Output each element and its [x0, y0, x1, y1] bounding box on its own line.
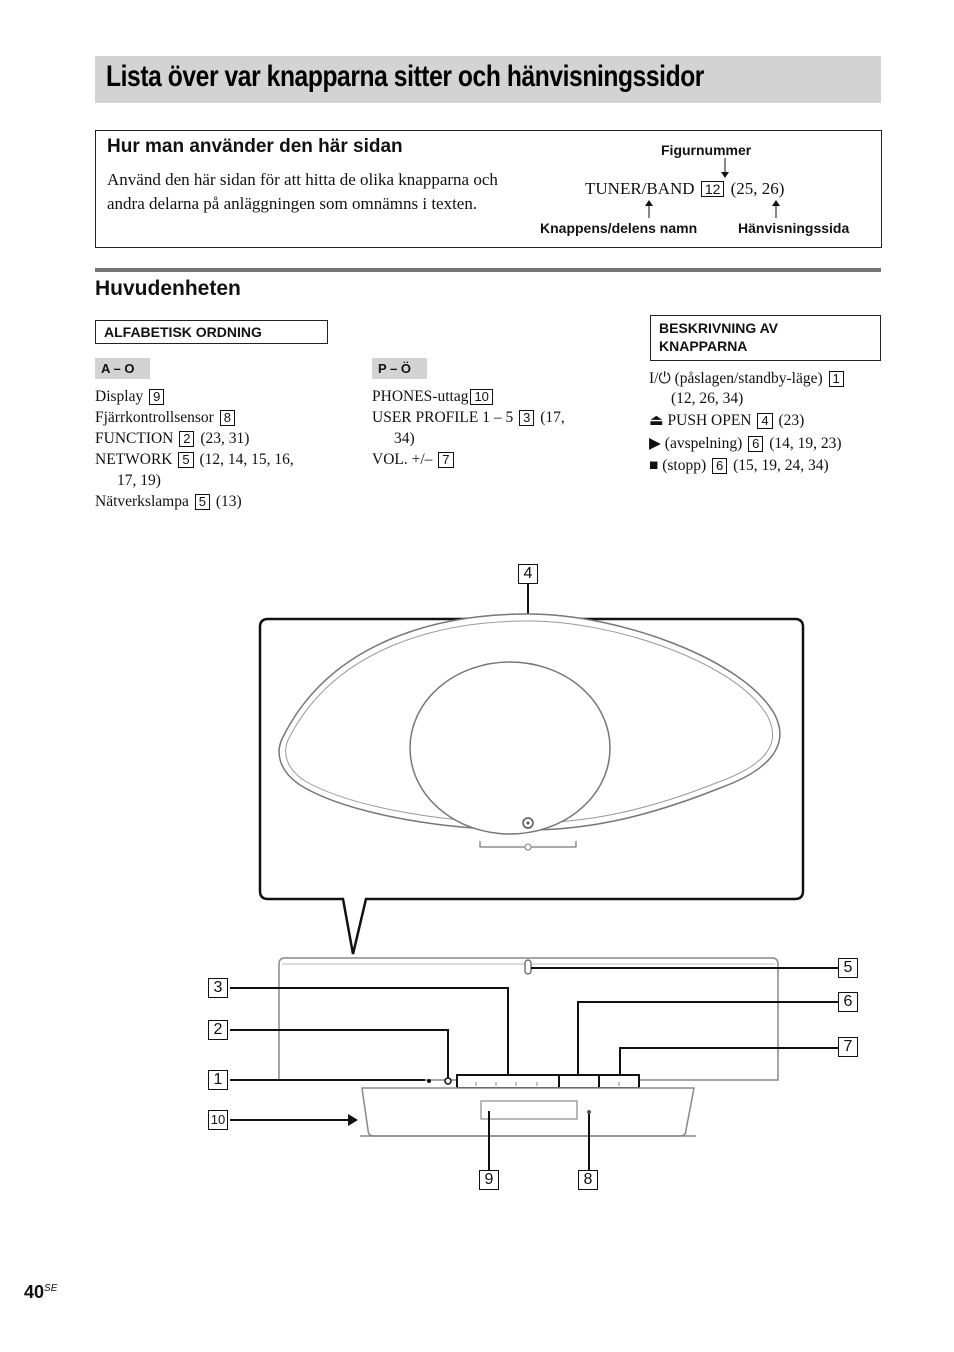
list-item: ■ (stopp) 6 (15, 19, 24, 34): [649, 457, 829, 474]
list-item-cont: (12, 26, 34): [671, 389, 744, 407]
callout-6: 6: [838, 992, 858, 1012]
desc-label-line2: KNAPPARNA: [659, 338, 748, 354]
tag-p-o: P – Ö: [372, 358, 427, 379]
list-item: Nätverkslampa 5 (13): [95, 493, 242, 510]
list-item: NETWORK 5 (12, 14, 15, 16,: [95, 451, 294, 468]
example-num: 12: [701, 181, 725, 197]
name-label: Knappens/delens namn: [540, 220, 698, 236]
list-item: FUNCTION 2 (23, 31): [95, 430, 250, 447]
col-a-list: [95, 386, 335, 512]
list-item: USER PROFILE 1 – 5 3 (17,: [372, 409, 565, 426]
example-name: TUNER/BAND: [585, 179, 695, 198]
callout-10: 10: [208, 1110, 228, 1130]
callout-8: 8: [578, 1170, 598, 1190]
page-title: Lista över var knapparna sitter och hänvisningssidor: [106, 60, 704, 93]
figure-number-label: Figurnummer: [661, 142, 752, 158]
howto-heading: Hur man använder den här sidan: [107, 136, 403, 157]
list-item-cont: 34): [394, 430, 415, 447]
list-item: I/⏻ (påslagen/standby-läge) 1: [649, 368, 884, 391]
example-pages: (25, 26): [730, 179, 785, 198]
page-number: $40^{SE}$: [24, 1282, 58, 1302]
callout-9: 9: [479, 1170, 499, 1190]
section-rule: [95, 268, 881, 272]
alpha-label: ALFABETISK ORDNING: [95, 320, 328, 344]
callout-4: 4: [518, 564, 538, 584]
callout-7: 7: [838, 1037, 858, 1057]
desc-label-line1: BESKRIVNING AV: [659, 320, 779, 336]
page-label: Hänvisningssida: [738, 220, 850, 236]
howto-arrows: [0, 0, 954, 300]
device-illustration: [0, 540, 954, 1240]
callout-2: 2: [208, 1020, 228, 1040]
list-item-cont: 17, 19): [117, 472, 161, 489]
list-item: PHONES-uttag 10: [372, 386, 612, 407]
list-item: ▶ (avspelning) 6 (14, 19, 23): [649, 434, 842, 452]
callout-1: 1: [208, 1070, 228, 1090]
list-item: Fjärrkontrollsensor 8: [95, 407, 335, 428]
col-c-list: [649, 368, 884, 478]
desc-label: [650, 315, 881, 361]
list-item: ⏏ PUSH OPEN 4 (23): [649, 412, 805, 429]
callout-3: 3: [208, 978, 228, 998]
callout-5: 5: [838, 958, 858, 978]
howto-body: Använd den här sidan för att hitta de olika knapparna och andra delarna på anläggningen som omnämns i texten.: [107, 170, 498, 213]
col-b-list: [372, 386, 612, 470]
list-item: VOL. +/– 7: [372, 449, 612, 470]
section-heading: Huvudenheten: [95, 277, 241, 300]
list-item: Display 9: [95, 386, 335, 407]
tag-a-o: A – O: [95, 358, 150, 379]
